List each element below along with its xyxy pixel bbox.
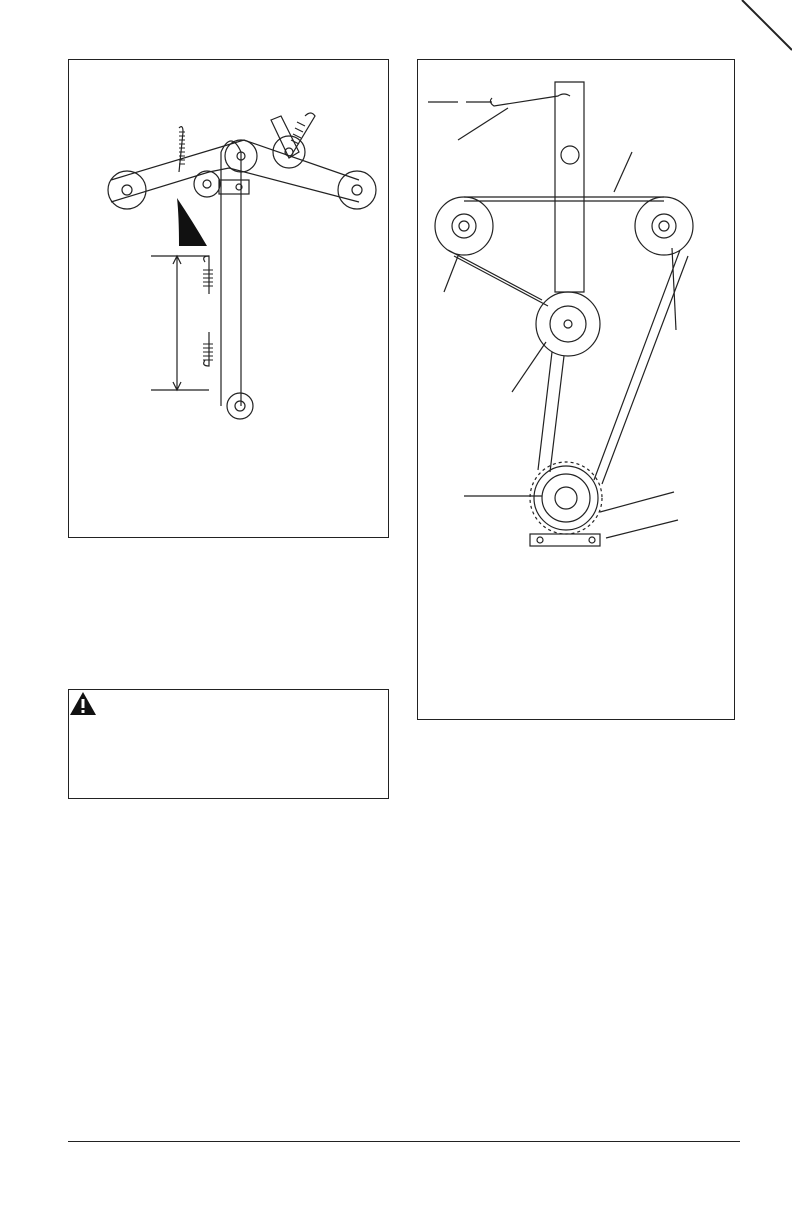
top-belt [464,197,664,201]
spring-hook-upper [204,256,209,294]
spring-coil-upper [203,270,213,286]
belt-guide-shape [177,198,207,246]
leader-top-belt [614,152,632,192]
engine-pulley [227,393,253,419]
right-idler-pulley [635,197,693,255]
tension-spring-top [179,127,183,172]
footer-rule [68,1141,740,1142]
leader-spring [458,108,508,140]
spring-length-dimension [151,256,209,390]
left-spindle-pulley [108,171,146,209]
leader-dashed-circle [600,492,674,512]
engine-pulley [530,462,602,534]
drive-belt-figure [417,59,735,720]
left-idler-pulley [435,197,493,255]
belt-diagram-figure [68,59,389,538]
center-pulley [536,292,600,356]
right-spindle-pulley [338,171,376,209]
drive-belt-diagram [418,60,736,721]
idler-spring [490,94,570,106]
leader-center-pulley [512,342,546,392]
page-corner-line [0,0,792,60]
warning-box [68,689,389,799]
mounting-bracket [555,82,584,292]
leader-base-bracket [606,520,678,538]
spring-coil-right [291,122,305,144]
left-belt [448,250,548,306]
belt-diagram [69,60,390,539]
leader-left-pulley [444,256,458,292]
warning-triangle-icon [69,690,97,716]
spring-coil-lower [203,344,213,360]
center-belt [538,352,564,472]
spring-hook-lower [204,332,209,366]
